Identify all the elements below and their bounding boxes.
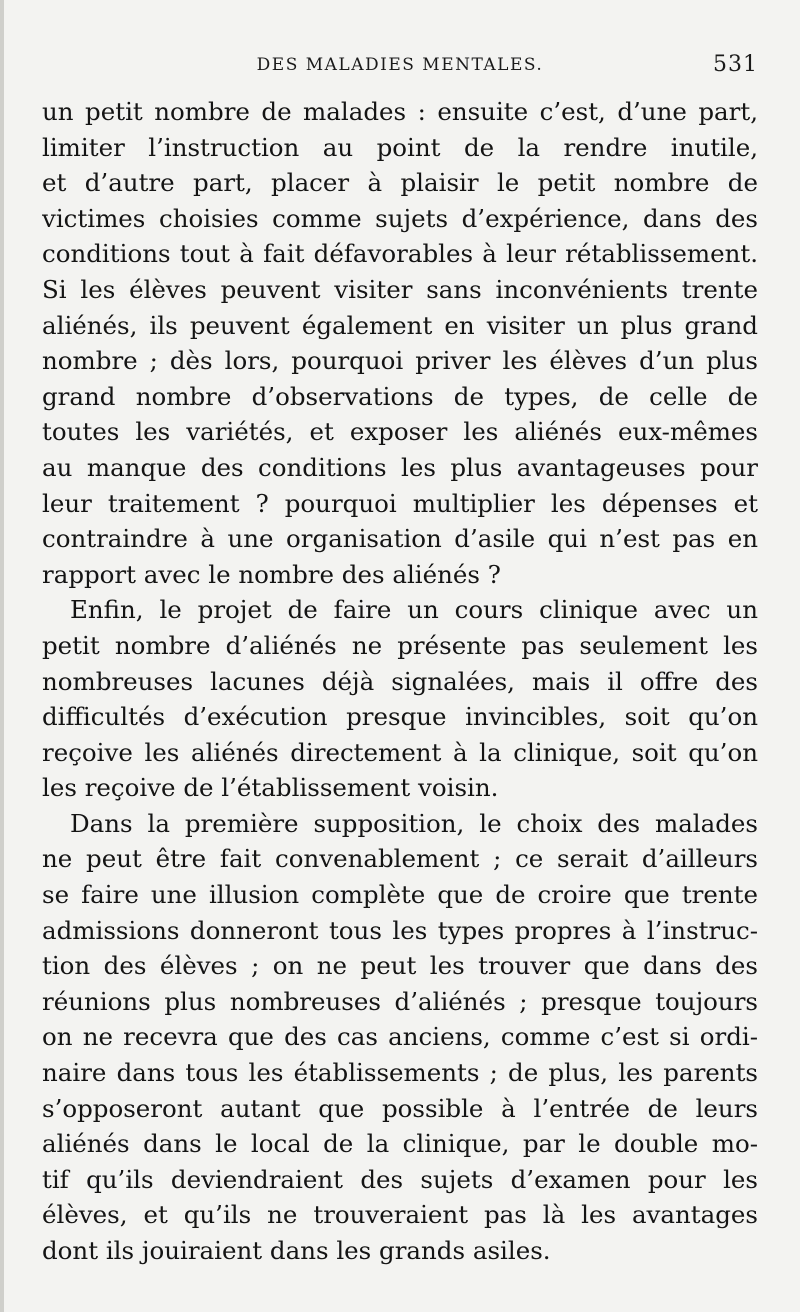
page-number: 531: [713, 52, 758, 77]
text-line: toutes les variétés, et exposer les aliénés eux-mêmes: [42, 417, 758, 447]
text-line: grand nombre d’observations de types, de celle de: [42, 381, 758, 411]
text-line: nombre ; dès lors, pourquoi priver les élèves d’un plus: [42, 346, 758, 376]
text-line: naire dans tous les établissements ; de plus, les parents: [42, 1058, 758, 1088]
text-line: un petit nombre de malades : ensuite c’est, d’une part,: [42, 97, 758, 126]
text-line: victimes choisies comme sujets d’expérience, dans des: [42, 203, 758, 233]
text-line: reçoive les aliénés directement à la clinique, soit qu’on: [42, 737, 758, 767]
page-header: [42, 52, 758, 76]
text-line: Si les élèves peuvent visiter sans inconvénients trente: [42, 274, 758, 304]
text-line: s’opposeront autant que possible à l’entrée de leurs: [42, 1093, 758, 1123]
text-line: petit nombre d’aliénés ne présente pas seulement les: [42, 630, 758, 660]
text-line: leur traitement ? pourquoi multiplier les dépenses et: [42, 488, 758, 518]
text-line: au manque des conditions les plus avantageuses pour: [42, 452, 758, 482]
text-line: Enfin, le projet de faire un cours clinique avec un: [70, 595, 758, 625]
text-line: limiter l’instruction au point de la rendre inutile,: [42, 132, 758, 162]
text-line: contraindre à une organisation d’asile qui n’est pas en: [42, 524, 758, 554]
running-title: DES MALADIES MENTALES.: [256, 55, 544, 75]
text-line: aliénés dans le local de la clinique, par le double mo-: [42, 1129, 758, 1159]
text-line: réunions plus nombreuses d’aliénés ; presque toujours: [42, 986, 758, 1016]
text-line: dont ils jouiraient dans les grands asiles.: [42, 1236, 551, 1265]
text-line: Dans la première supposition, le choix des malades: [70, 808, 758, 838]
text-line: admissions donneront tous les types propres à l’instruc-: [42, 915, 758, 945]
text-line: ne peut être fait convenablement ; ce serait d’ailleurs: [42, 844, 758, 874]
text-line: tif qu’ils deviendraient des sujets d’examen pour les: [42, 1164, 758, 1194]
text-line: se faire une illusion complète que de croire que trente: [42, 880, 758, 910]
text-line: difficultés d’exécution presque invincibles, soit qu’on: [42, 702, 758, 732]
text-line: aliénés, ils peuvent également en visiter un plus grand: [42, 310, 758, 340]
text-line: tion des élèves ; on ne peut les trouver que dans des: [42, 951, 758, 981]
body-text: [42, 94, 758, 1269]
text-line: conditions tout à fait défavorables à leur rétablissement.: [42, 239, 758, 269]
text-line: et d’autre part, placer à plaisir le petit nombre de: [42, 168, 758, 198]
text-line: nombreuses lacunes déjà signalées, mais il offre des: [42, 666, 758, 696]
text-line: les reçoive de l’établissement voisin.: [42, 773, 499, 803]
text-line: on ne recevra que des cas anciens, comme c’est si ordi-: [42, 1022, 758, 1052]
text-line: rapport avec le nombre des aliénés ?: [42, 559, 501, 589]
text-line: élèves, et qu’ils ne trouveraient pas là les avantages: [42, 1200, 758, 1230]
